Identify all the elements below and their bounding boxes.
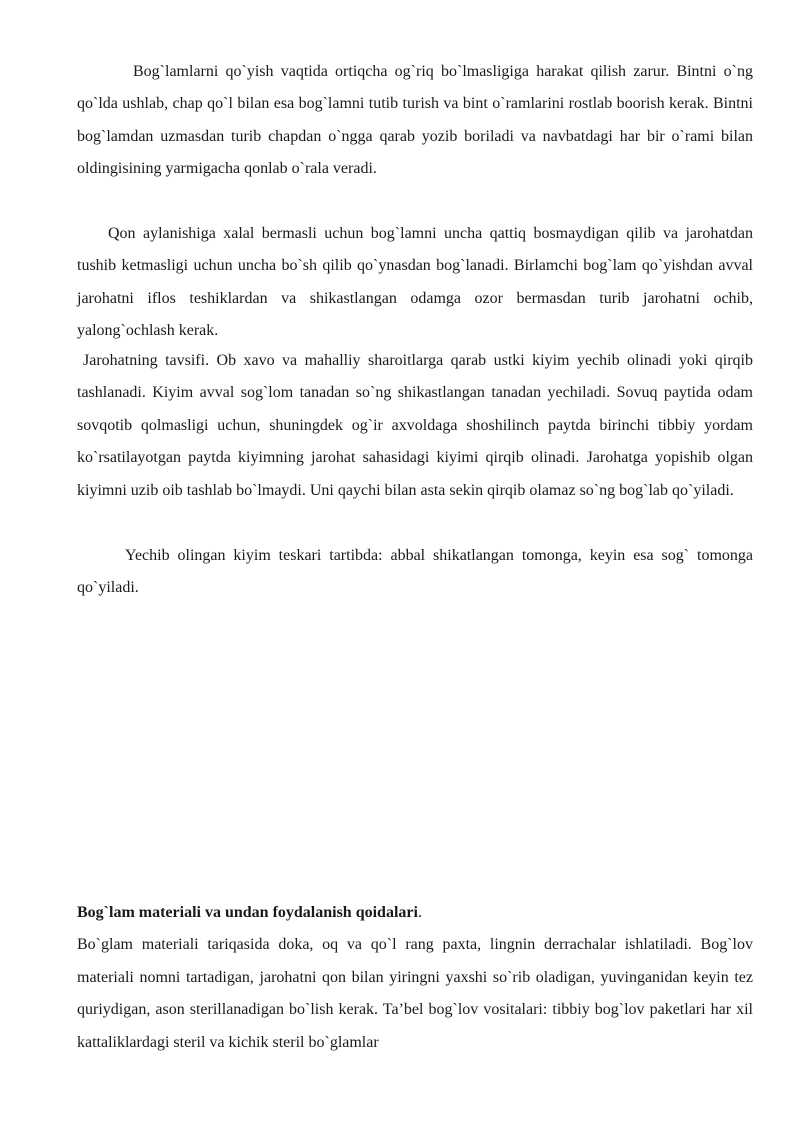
section-body-text: Bo`glam materiali tariqasida doka, oq va qo`l rang paxta, lingnin derrachalar ishlatiladi. Bog`lov materiali nomni tartadigan, jarohatni qon bilan yiringni yaxshi so`rib oladigan, yuvinganidan keyin tez quriydigan, ason sterillanadigan bo`lish kerak. Ta’bel bog`lov vositalari: tibbiy bog`lov paketlari har xil kattaliklardagi steril va kichik steril bo`glamlar	[77, 936, 753, 1051]
paragraph-wound-description	[77, 345, 753, 507]
paragraph-text: Qon aylanishiga xalal bermasli uchun bog`lamni uncha qattiq bosmaydigan qilib va jarohatdan tushib ketmasligi uchun uncha bo`sh qilib qo`ynasdan bog`lanadi. Birlamchi bog`lam qo`yishdan avval jarohatni iflos teshiklardan va shikastlangan odamga ozor bermasdan turib jarohatni ochib, yalong`ochlash kerak.	[77, 225, 753, 340]
section-heading-punct: .	[417, 904, 422, 921]
paragraph-clothing-order	[77, 540, 753, 605]
paragraph-blood-circulation	[77, 218, 753, 348]
paragraph-text: Bog`lamlarni qo`yish vaqtida ortiqcha og`riq bo`lmasligiga harakat qilish zarur. Bintni o`ng qo`lda ushlab, chap qo`l bilan esa bog`lamni tutib turish va bint o`ramlarini rostlab boorish kerak. Bintni bog`lamdan uzmasdan turib chapdan o`ngga qarab yozib boriladi va navbatdagi har bir o`rami bilan oldingisining yarmigacha qonlab o`rala veradi.	[77, 63, 753, 178]
section-heading-text: Bog`lam materiali va undan foydalanish qoidalari	[77, 904, 418, 921]
paragraph-text: Yechib olingan kiyim teskari tartibda: abbal shikatlangan tomonga, keyin esa sog` tomonga qo`yiladi.	[77, 547, 753, 597]
paragraph-bandage-application	[77, 56, 753, 186]
paragraph-text: Jarohatning tavsifi. Ob xavo va mahalliy sharoitlarga qarab ustki kiyim yechib olinadi yoki qirqib tashlanadi. Kiyim avval sog`lom tanadan so`ng shikastlangan tanadan yechiladi. Sovuq paytida odam sovqotib qolmasligi uchun, shuningdek og`ir axvoldaga shoshilinch paytda birinchi tibbiy yordam ko`rsatilayotgan paytda kiyimning jarohat sahasidagi kiyimi qirqib olinadi. Jarohatga yopishib olgan kiyimni uzib oib tashlab bo`lmaydi. Uni qaychi bilan asta sekin qirqib olamaz so`ng bog`lab qo`yiladi.	[77, 352, 753, 499]
section-heading	[77, 897, 753, 929]
section-bandage-material	[77, 897, 753, 1059]
